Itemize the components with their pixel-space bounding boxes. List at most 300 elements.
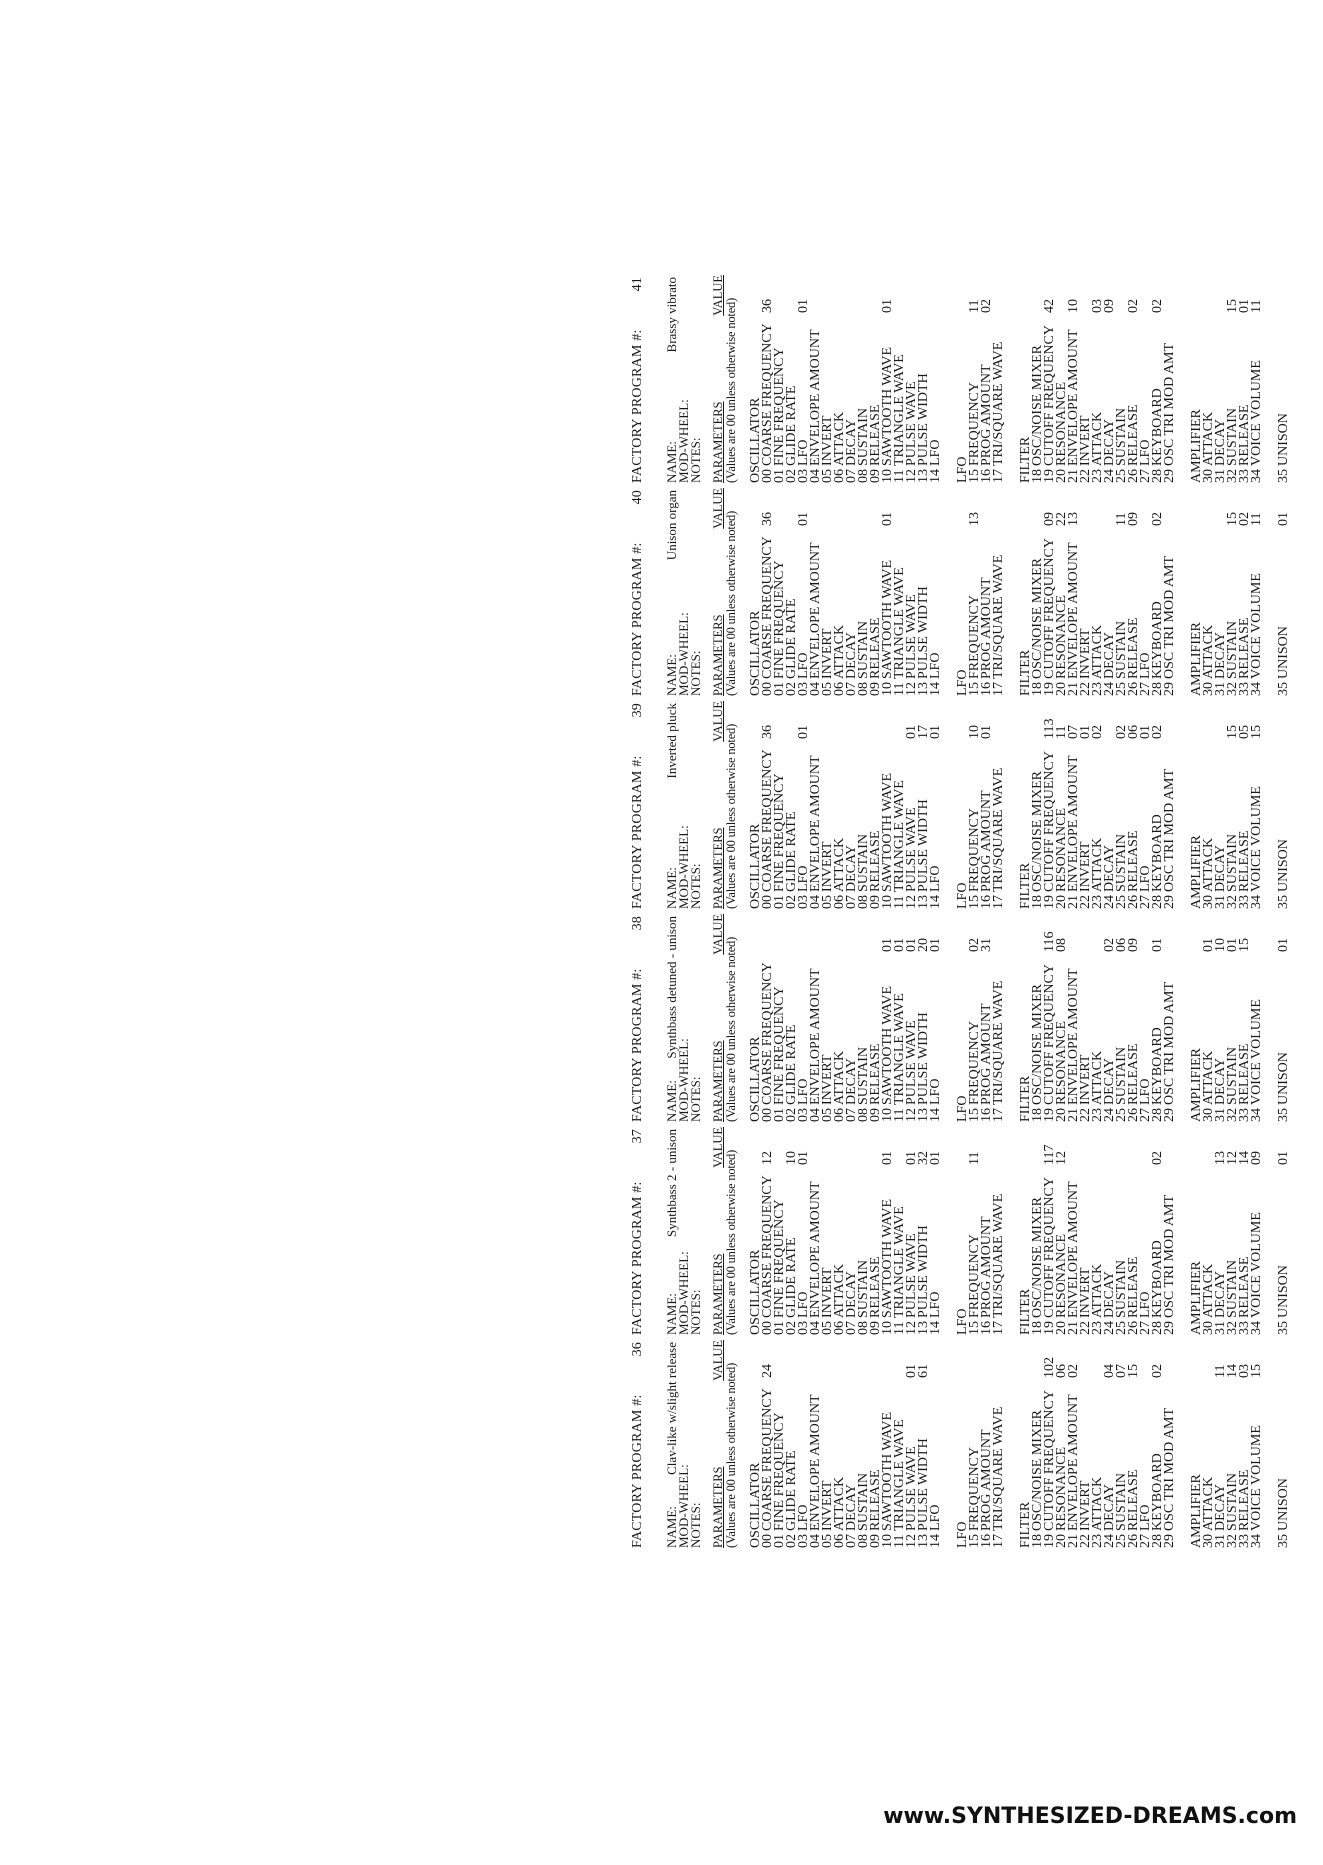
parameter-name: FINE FREQUENCY (771, 985, 787, 1105)
parameter-number: 31 (1212, 894, 1228, 909)
program-header-label: FACTORY PROGRAM #: (629, 329, 645, 483)
parameter-value: 102 (1041, 1356, 1057, 1378)
parameter-number: 31 (1212, 1320, 1228, 1335)
parameter-number: 00 (759, 1107, 775, 1122)
parameter-row (990, 701, 1006, 909)
parameter-row (927, 914, 943, 1122)
parameter-number: 18 (1029, 1533, 1045, 1548)
group-title: OSCILLATOR (747, 610, 763, 696)
notes-label: NOTES: (687, 1289, 703, 1335)
parameter-name: FINE FREQUENCY (771, 346, 787, 466)
parameter-number: 23 (1089, 1533, 1105, 1548)
parameter-name: OSC TRI MOD AMT (1161, 342, 1177, 466)
parameter-name: ENVELOPE AMOUNT (1065, 1394, 1081, 1531)
program-meta (663, 275, 703, 483)
parameter-number: 24 (1101, 894, 1117, 909)
parameter-number: 31 (1212, 681, 1228, 696)
group-title: LFO (954, 882, 970, 909)
parameter-name: RESONANCE (1053, 381, 1069, 466)
parameter-name: TRIANGLE WAVE (891, 992, 907, 1105)
parameter-number: 23 (1089, 681, 1105, 696)
group-title: OSCILLATOR (747, 1462, 763, 1548)
parameter-number: 26 (1125, 894, 1141, 909)
parameter-name: FINE FREQUENCY (771, 1411, 787, 1531)
parameter-value: 11 (1248, 299, 1264, 313)
parameter-number: 30 (1200, 1320, 1216, 1335)
parameter-name: LFO (927, 439, 943, 466)
parameter-name: ENVELOPE AMOUNT (807, 1394, 823, 1531)
parameter-number: 12 (903, 894, 919, 909)
notes-label: NOTES: (687, 863, 703, 909)
parameter-value: 09 (1101, 298, 1117, 313)
parameter-value: 01 (879, 298, 895, 313)
parameter-name: FREQUENCY (966, 1233, 982, 1318)
parameter-name: ENVELOPE AMOUNT (1065, 542, 1081, 679)
parameter-number: 34 (1248, 1107, 1264, 1122)
parameter-number: 05 (819, 1107, 835, 1122)
parameter-number: 05 (819, 1533, 835, 1548)
parameter-number: 08 (855, 894, 871, 909)
parameter-name: FREQUENCY (966, 381, 982, 466)
parameter-name: DECAY (1101, 844, 1117, 892)
parameter-number: 28 (1149, 1320, 1165, 1335)
parameter-row (1161, 701, 1177, 909)
parameter-value: 06 (1125, 724, 1141, 739)
parameter-name: TRI/SQUARE WAVE (990, 1193, 1006, 1318)
group-title: OSCILLATOR (747, 1249, 763, 1335)
modwheel-label: MOD-WHEEL: (675, 611, 691, 696)
parameter-name: PROG AMOUNT (978, 363, 994, 466)
parameter-value: 11 (966, 1151, 982, 1165)
parameter-name: PROG AMOUNT (978, 789, 994, 892)
parameter-row (1161, 914, 1177, 1122)
parameter-row (990, 1340, 1006, 1548)
parameter-name: SUSTAIN (855, 407, 871, 466)
parameter-number: 34 (1248, 1320, 1264, 1335)
parameter-name: RESONANCE (1053, 594, 1069, 679)
group-title: AMPLIFIER (1188, 834, 1204, 909)
parameter-value: 01 (1275, 511, 1291, 526)
notes-label: NOTES: (687, 1502, 703, 1548)
parameter-name: ENVELOPE AMOUNT (1065, 755, 1081, 892)
parameters-note: (Values are 00 unless otherwise noted) (723, 1149, 738, 1335)
parameter-number: 22 (1077, 1533, 1093, 1548)
parameter-row (1248, 1340, 1264, 1548)
notes-label: NOTES: (687, 650, 703, 696)
parameter-list (747, 488, 1305, 696)
parameter-group (1017, 275, 1177, 483)
parameter-row (1248, 275, 1264, 483)
parameter-value: 13 (1065, 511, 1081, 526)
parameter-number: 13 (915, 1320, 931, 1335)
parameter-number: 17 (990, 681, 1006, 696)
parameter-name: LFO (1137, 439, 1153, 466)
parameter-number: 03 (795, 1533, 811, 1548)
parameter-value: 13 (1212, 1150, 1228, 1165)
parameter-row (1161, 488, 1177, 696)
parameter-number: 13 (915, 681, 931, 696)
parameter-name: DECAY (1101, 631, 1117, 679)
parameter-value: 01 (1224, 937, 1240, 952)
parameters-header (712, 1127, 738, 1335)
parameter-value: 15 (1224, 724, 1240, 739)
parameter-name: RELEASE (1125, 830, 1141, 892)
parameter-value: 04 (1101, 1363, 1117, 1378)
group-title: LFO (954, 1521, 970, 1548)
parameter-name: RELEASE (1236, 1469, 1252, 1531)
parameters-label: PARAMETERS (710, 613, 725, 696)
parameter-name: ENVELOPE AMOUNT (807, 968, 823, 1105)
group-title: AMPLIFIER (1188, 1047, 1204, 1122)
parameter-number: 25 (1113, 1533, 1129, 1548)
parameter-name: PULSE WAVE (903, 806, 919, 892)
parameters-label: PARAMETERS (710, 1039, 725, 1122)
parameter-name: SUSTAIN (1224, 833, 1240, 892)
parameter-row (1275, 1340, 1291, 1548)
parameter-name: OSC TRI MOD AMT (1161, 981, 1177, 1105)
parameter-number: 21 (1065, 681, 1081, 696)
parameter-name: SAWTOOTH WAVE (879, 772, 895, 892)
parameter-number: 10 (879, 1320, 895, 1335)
parameter-value: 02 (1236, 511, 1252, 526)
parameter-value: 113 (1041, 718, 1057, 739)
group-title: LFO (954, 1308, 970, 1335)
parameter-number: 15 (966, 894, 982, 909)
parameter-number: 03 (795, 468, 811, 483)
parameter-number: 26 (1125, 468, 1141, 483)
parameter-name: SUSTAIN (855, 1259, 871, 1318)
parameter-row (1275, 1127, 1291, 1335)
program-meta (663, 1127, 703, 1335)
parameter-name: ENVELOPE AMOUNT (1065, 1181, 1081, 1318)
parameter-value: 01 (795, 511, 811, 526)
parameter-number: 34 (1248, 681, 1264, 696)
parameter-value: 14 (1236, 1150, 1252, 1165)
parameter-number: 29 (1161, 894, 1177, 909)
parameter-name: DECAY (1101, 1057, 1117, 1105)
parameter-name: UNISON (1275, 412, 1291, 466)
program-name: Brassy vibrato (663, 276, 679, 352)
parameter-number: 15 (966, 1533, 982, 1548)
group-title: OSCILLATOR (747, 397, 763, 483)
parameter-value: 36 (759, 298, 775, 313)
parameter-number: 11 (891, 682, 907, 696)
parameter-number: 01 (771, 1107, 787, 1122)
parameter-number: 30 (1200, 1533, 1216, 1548)
parameter-number: 08 (855, 1320, 871, 1335)
parameter-group (1275, 914, 1291, 1122)
parameter-name: DECAY (1101, 418, 1117, 466)
parameter-group (747, 275, 943, 483)
modwheel-label: MOD-WHEEL: (675, 1037, 691, 1122)
parameter-name: COARSE FREQUENCY (759, 1387, 775, 1531)
parameter-group (954, 275, 1006, 483)
parameter-name: ATTACK (1089, 1050, 1105, 1105)
parameter-name: TRIANGLE WAVE (891, 353, 907, 466)
parameter-name: OSC/NOISE MIXER (1029, 344, 1045, 466)
parameter-name: KEYBOARD (1149, 600, 1165, 679)
parameter-number: 22 (1077, 681, 1093, 696)
parameter-group (1188, 275, 1264, 483)
parameter-name: FREQUENCY (966, 594, 982, 679)
parameter-number: 18 (1029, 1320, 1045, 1335)
parameter-name: RELEASE (1125, 1469, 1141, 1531)
parameter-name: UNISON (1275, 1264, 1291, 1318)
parameter-value: 09 (1125, 937, 1141, 952)
parameter-name: SUSTAIN (1224, 620, 1240, 679)
parameter-number: 00 (759, 468, 775, 483)
group-title: FILTER (1017, 1501, 1033, 1548)
name-label: NAME: (663, 866, 679, 909)
parameter-number: 29 (1161, 681, 1177, 696)
parameter-number: 13 (915, 468, 931, 483)
parameter-number: 12 (903, 1533, 919, 1548)
parameter-name: UNISON (1275, 625, 1291, 679)
parameter-name: INVERT (1077, 1054, 1093, 1105)
parameter-name: LFO (927, 1504, 943, 1531)
parameter-group (1017, 1340, 1177, 1548)
parameter-value: 09 (1041, 511, 1057, 526)
parameter-name: SUSTAIN (1113, 1472, 1129, 1531)
parameter-number: 25 (1113, 681, 1129, 696)
parameter-name: RESONANCE (1053, 1020, 1069, 1105)
parameter-group (747, 488, 943, 696)
parameter-name: OSC/NOISE MIXER (1029, 557, 1045, 679)
program-name: Synthbass 2 - unison (663, 1128, 679, 1237)
parameter-name: RELEASE (1236, 830, 1252, 892)
program-name: Clav-like w/slight release (663, 1341, 679, 1475)
parameter-value: 12 (1224, 1150, 1240, 1165)
parameter-name: RELEASE (867, 617, 883, 679)
parameter-number: 06 (831, 894, 847, 909)
modwheel-label: MOD-WHEEL: (675, 398, 691, 483)
parameter-value: 02 (1101, 937, 1117, 952)
group-title: LFO (954, 1095, 970, 1122)
parameter-number: 12 (903, 468, 919, 483)
parameter-number: 13 (915, 894, 931, 909)
parameter-number: 31 (1212, 1107, 1228, 1122)
parameter-name: LFO (927, 1078, 943, 1105)
parameter-value: 10 (783, 1150, 799, 1165)
parameter-number: 21 (1065, 1320, 1081, 1335)
parameter-name: SUSTAIN (855, 833, 871, 892)
parameter-name: DECAY (843, 844, 859, 892)
program-meta (663, 1340, 703, 1548)
parameter-number: 08 (855, 468, 871, 483)
value-label: VALUE (710, 1339, 725, 1381)
parameter-name: DECAY (1212, 418, 1228, 466)
parameter-group (1017, 1127, 1177, 1335)
parameter-number: 26 (1125, 1320, 1141, 1335)
parameter-name: ATTACK (1089, 1476, 1105, 1531)
parameter-number: 14 (927, 1320, 943, 1335)
parameter-name: RELEASE (1125, 617, 1141, 679)
parameter-name: PROG AMOUNT (978, 576, 994, 679)
parameter-number: 32 (1224, 1107, 1240, 1122)
parameter-name: COARSE FREQUENCY (759, 1174, 775, 1318)
name-label: NAME: (663, 1292, 679, 1335)
parameter-name: PULSE WIDTH (915, 798, 931, 892)
parameter-value: 32 (915, 1150, 931, 1165)
value-label: VALUE (710, 274, 725, 316)
parameter-number: 29 (1161, 1107, 1177, 1122)
parameter-number: 19 (1041, 1533, 1057, 1548)
parameter-name: PROG AMOUNT (978, 1002, 994, 1105)
parameter-name: ATTACK (831, 411, 847, 466)
parameter-name: LFO (1137, 1504, 1153, 1531)
parameter-number: 06 (831, 1107, 847, 1122)
parameter-name: INVERT (819, 628, 835, 679)
parameter-name: SUSTAIN (1113, 1046, 1129, 1105)
parameter-group (954, 914, 1006, 1122)
group-title: FILTER (1017, 862, 1033, 909)
notes-label: NOTES: (687, 1076, 703, 1122)
parameter-number: 10 (879, 1107, 895, 1122)
parameter-name: UNISON (1275, 1477, 1291, 1531)
parameter-name: RELEASE (1125, 404, 1141, 466)
parameter-number: 09 (867, 1533, 883, 1548)
parameter-number: 19 (1041, 894, 1057, 909)
parameter-number: 35 (1275, 1533, 1291, 1548)
parameter-group (1275, 1340, 1291, 1548)
parameter-number: 33 (1236, 1107, 1252, 1122)
parameter-row (1248, 1127, 1264, 1335)
parameter-name: TRIANGLE WAVE (891, 566, 907, 679)
parameter-name: COARSE FREQUENCY (759, 748, 775, 892)
parameter-name: ATTACK (1089, 1263, 1105, 1318)
parameter-value: 01 (927, 937, 943, 952)
parameter-number: 35 (1275, 1320, 1291, 1335)
parameter-name: VOICE VOLUME (1248, 785, 1264, 892)
parameter-name: DECAY (1212, 1270, 1228, 1318)
parameter-name: INVERT (1077, 1480, 1093, 1531)
parameter-value: 01 (1275, 937, 1291, 952)
parameter-name: LFO (1137, 652, 1153, 679)
parameter-number: 05 (819, 681, 835, 696)
parameter-number: 11 (891, 1108, 907, 1122)
parameter-number: 11 (891, 1321, 907, 1335)
parameter-number: 18 (1029, 468, 1045, 483)
parameter-number: 19 (1041, 681, 1057, 696)
parameter-number: 06 (831, 468, 847, 483)
parameter-row (1248, 914, 1264, 1122)
parameter-name: SUSTAIN (855, 620, 871, 679)
parameter-value: 31 (978, 937, 994, 952)
parameter-name: PULSE WIDTH (915, 585, 931, 679)
parameter-number: 02 (783, 1533, 799, 1548)
parameter-number: 07 (843, 681, 859, 696)
parameter-group (954, 701, 1006, 909)
parameter-number: 33 (1236, 894, 1252, 909)
parameter-name: ENVELOPE AMOUNT (1065, 329, 1081, 466)
parameter-name: RELEASE (1125, 1256, 1141, 1318)
factory-program-sheet (629, 487, 1323, 696)
parameter-number: 20 (1053, 894, 1069, 909)
parameter-number: 09 (867, 1320, 883, 1335)
parameter-number: 28 (1149, 681, 1165, 696)
parameter-name: ATTACK (831, 837, 847, 892)
program-header-label: FACTORY PROGRAM #: (629, 542, 645, 696)
parameter-value: 15 (1224, 511, 1240, 526)
parameter-value: 15 (1236, 937, 1252, 952)
parameter-value: 06 (1053, 1363, 1069, 1378)
parameter-name: LFO (1137, 865, 1153, 892)
parameter-value: 01 (795, 298, 811, 313)
parameter-group (954, 1340, 1006, 1548)
parameter-row (990, 488, 1006, 696)
parameter-number: 23 (1089, 1320, 1105, 1335)
parameter-name: SUSTAIN (1113, 1259, 1129, 1318)
parameter-number: 12 (903, 1107, 919, 1122)
parameter-name: SUSTAIN (855, 1046, 871, 1105)
parameter-name: ATTACK (1200, 411, 1216, 466)
parameter-name: VOICE VOLUME (1248, 998, 1264, 1105)
parameter-value: 01 (903, 1150, 919, 1165)
parameter-number: 08 (855, 1107, 871, 1122)
parameter-name: LFO (795, 1504, 811, 1531)
parameter-number: 01 (771, 1320, 787, 1335)
parameter-group (1188, 701, 1264, 909)
parameter-name: ATTACK (1200, 1263, 1216, 1318)
parameter-row (990, 914, 1006, 1122)
program-number: 41 (629, 276, 645, 291)
parameter-number: 00 (759, 1320, 775, 1335)
parameter-number: 02 (783, 1107, 799, 1122)
parameter-value: 02 (1089, 724, 1105, 739)
parameter-name: TRIANGLE WAVE (891, 779, 907, 892)
parameter-name: SUSTAIN (1224, 407, 1240, 466)
parameter-number: 03 (795, 1107, 811, 1122)
parameter-number: 21 (1065, 468, 1081, 483)
parameter-number: 24 (1101, 1533, 1117, 1548)
parameter-number: 08 (855, 1533, 871, 1548)
factory-program-sheet (629, 1126, 1323, 1335)
parameter-number: 04 (807, 1320, 823, 1335)
parameter-row (1248, 488, 1264, 696)
parameter-number: 00 (759, 1533, 775, 1548)
group-title: LFO (954, 669, 970, 696)
parameter-number: 34 (1248, 1533, 1264, 1548)
program-number: 40 (629, 489, 645, 504)
parameter-number: 19 (1041, 1320, 1057, 1335)
website-footer: www.SYNTHESIZED-DREAMS.com (883, 1804, 1297, 1829)
parameter-number: 10 (879, 681, 895, 696)
parameter-number: 16 (978, 1320, 994, 1335)
parameter-value: 11 (1212, 1364, 1228, 1378)
parameter-number: 06 (831, 1533, 847, 1548)
parameter-row (927, 1340, 943, 1548)
parameter-name: SAWTOOTH WAVE (879, 559, 895, 679)
program-header-label: FACTORY PROGRAM #: (629, 968, 645, 1122)
parameter-name: ENVELOPE AMOUNT (807, 329, 823, 466)
parameter-number: 05 (819, 1320, 835, 1335)
parameter-value: 01 (795, 1150, 811, 1165)
parameter-number: 14 (927, 1533, 943, 1548)
parameter-value: 05 (1236, 724, 1252, 739)
parameter-number: 32 (1224, 681, 1240, 696)
parameter-name: INVERT (819, 1267, 835, 1318)
parameter-name: PULSE WIDTH (915, 1437, 931, 1531)
parameter-number: 04 (807, 1107, 823, 1122)
parameter-number: 10 (879, 1533, 895, 1548)
parameter-number: 30 (1200, 681, 1216, 696)
parameter-name: COARSE FREQUENCY (759, 322, 775, 466)
parameter-name: CUTOFF FREQUENCY (1041, 537, 1057, 679)
parameter-number: 04 (807, 681, 823, 696)
parameter-number: 10 (879, 468, 895, 483)
parameter-number: 18 (1029, 681, 1045, 696)
parameter-number: 21 (1065, 1533, 1081, 1548)
